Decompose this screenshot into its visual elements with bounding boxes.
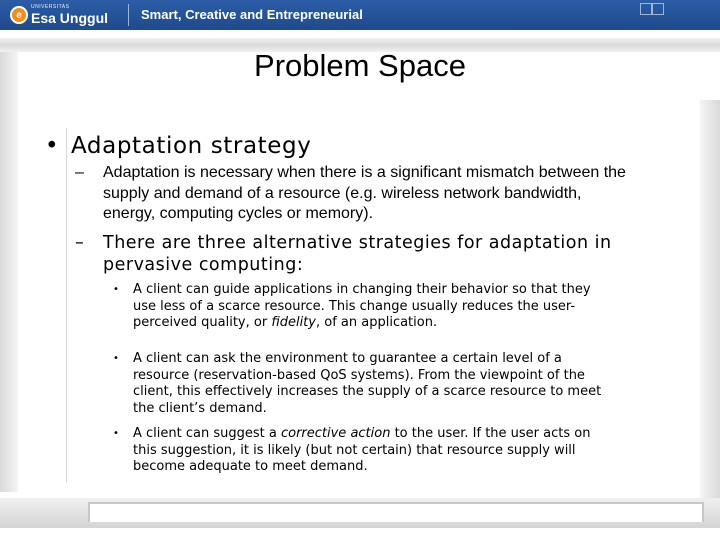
dash-icon: – <box>75 164 84 181</box>
frame-divider-line <box>66 128 67 483</box>
bullet-level3-text: A client can suggest a corrective action to the user. If the user acts on this suggestion, it is likely (but not certain) that resource supply will become adequate to meet demand. <box>133 426 591 474</box>
logo-name: Esa Unggul <box>31 10 109 26</box>
frame-left <box>0 52 18 492</box>
logo-mark-icon: e <box>10 6 28 24</box>
dash-icon: – <box>75 233 85 253</box>
bullet-level2-text: There are three alternative strategies for adaptation in pervasive computing: <box>103 233 612 275</box>
header-divider <box>128 4 129 26</box>
bullet-level2-text: Adaptation is necessary when there is a significant mismatch between the supply and demand of a resource (e.g. wireless network bandwidth, energy, computing cycles or memory). <box>103 164 626 222</box>
bullet-level3 <box>113 426 613 476</box>
frame-right <box>700 100 720 500</box>
university-logo <box>10 3 108 27</box>
bullet-level2 <box>75 163 635 225</box>
frame-bottom-box <box>88 502 704 522</box>
header-decor-box <box>640 3 652 15</box>
bullet-icon: • <box>113 353 119 364</box>
bullet-icon: • <box>113 428 119 439</box>
bullet-level3-text: A client can guide applications in changing their behavior so that they use less of a scarce resource. This change usually reduces the user-perceived quality, or fidelity, of an application. <box>133 282 591 330</box>
bullet-level3-text: A client can ask the environment to guarantee a certain level of a resource (reservation-based QoS systems). From the viewpoint of the client, this effectively increases the supply of a scarce resource to meet the client’s demand. <box>133 351 602 416</box>
header-bar <box>0 0 720 30</box>
emphasis-text: fidelity <box>271 315 316 330</box>
bullet-level1 <box>45 133 311 159</box>
bullet-level3 <box>113 282 613 332</box>
logo-subtitle: UNIVERSITAS <box>31 4 70 10</box>
bullet-level2 <box>75 232 635 276</box>
header-decor-box <box>652 3 664 15</box>
bullet-icon: • <box>45 133 60 159</box>
emphasis-text: corrective action <box>280 426 391 441</box>
bullet-level1-text: Adaptation strategy <box>71 133 312 159</box>
bullet-level3 <box>113 351 613 417</box>
bullet-icon: • <box>113 284 119 295</box>
header-tagline: Smart, Creative and Entrepreneurial <box>141 7 363 22</box>
slide-title: Problem Space <box>254 48 466 83</box>
